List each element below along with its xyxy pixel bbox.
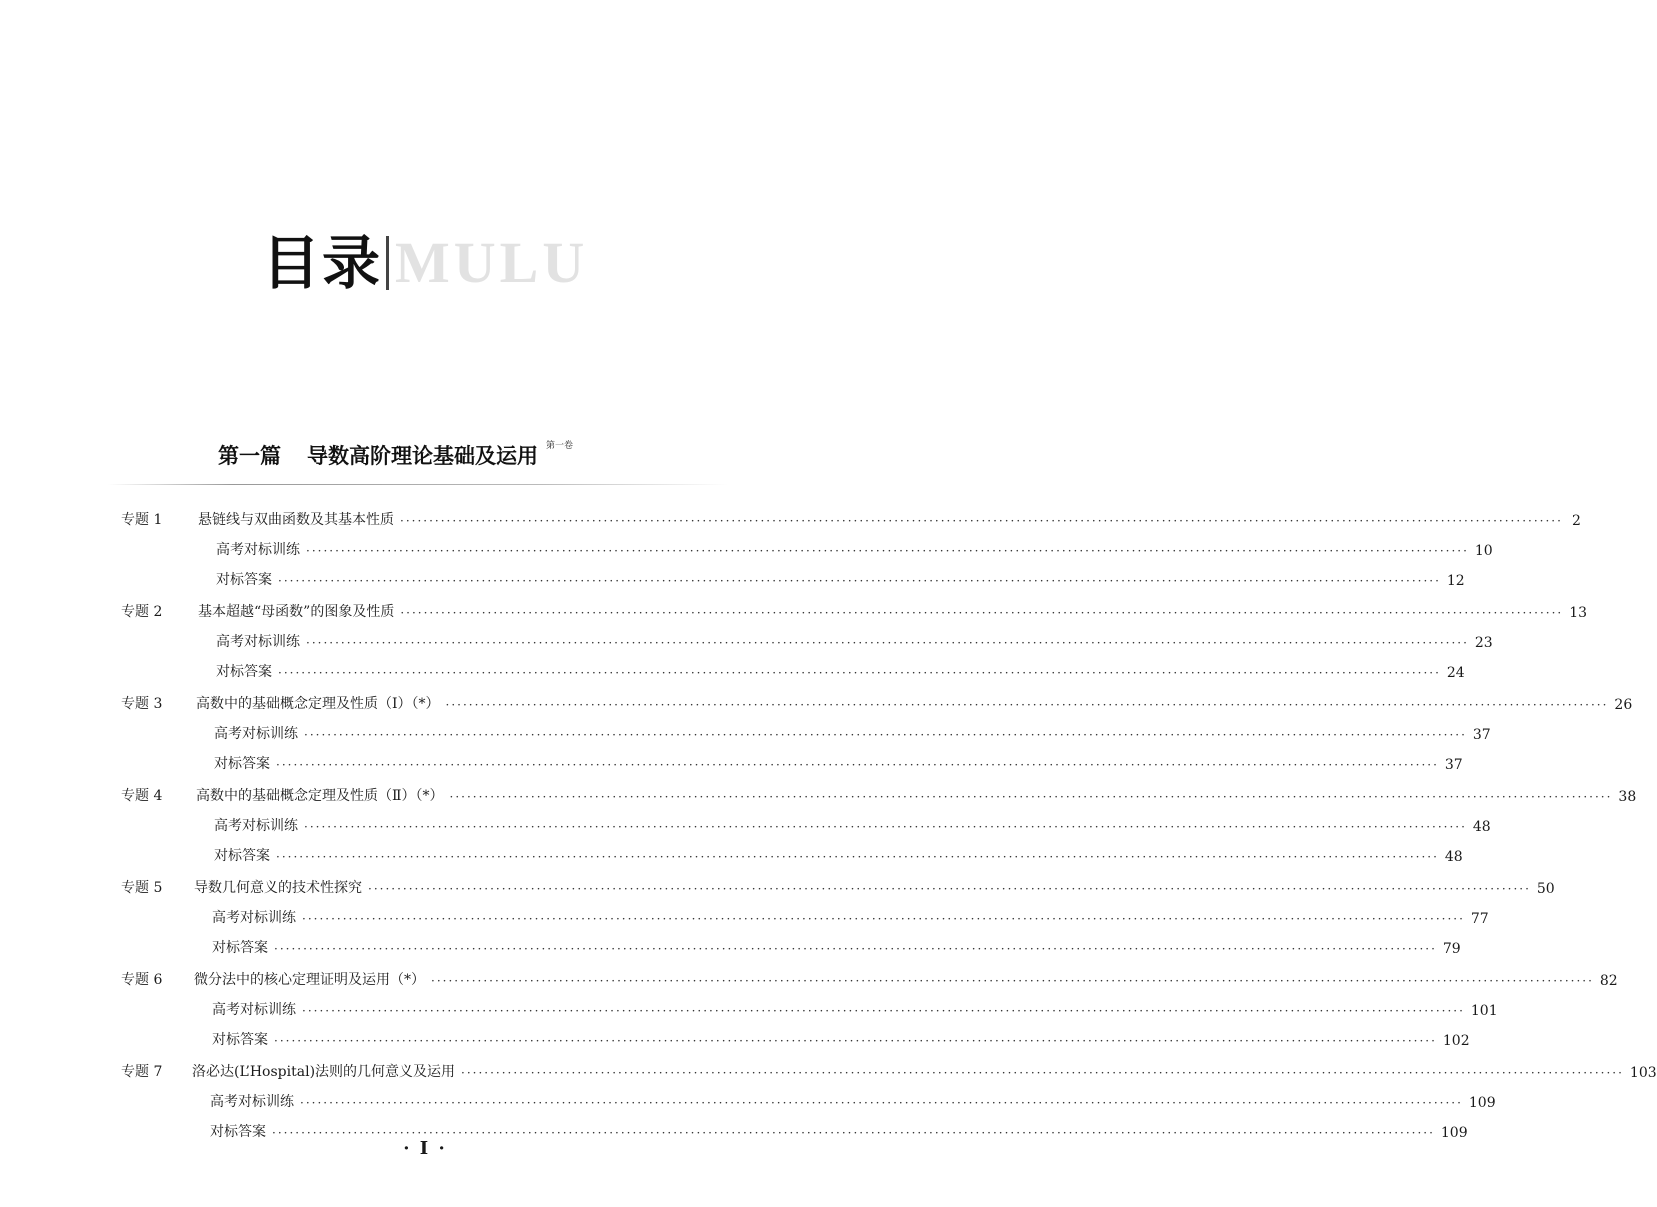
toc-sub-entry[interactable] — [212, 995, 1498, 1019]
toc-sub-entry[interactable] — [216, 535, 1493, 559]
sub-title: 高考对标训练 — [216, 542, 300, 558]
page-ref: 2 — [1571, 513, 1581, 529]
sub-title: 高考对标训练 — [212, 910, 296, 926]
toc-sub-entry[interactable] — [214, 841, 1463, 865]
leader-dots: ········································································································································································································ — [272, 1126, 1435, 1140]
page-ref: 37 — [1472, 727, 1491, 743]
toc-topic-entry[interactable] — [194, 873, 1555, 897]
topic-title: 导数几何意义的技术性探究 — [194, 880, 362, 896]
page-ref: 79 — [1442, 941, 1461, 957]
page-ref: 82 — [1599, 973, 1618, 989]
toc-sub-entry[interactable] — [214, 811, 1491, 835]
leader-dots: ········································································································································································································ — [461, 1066, 1624, 1080]
sub-title: 对标答案 — [210, 1124, 266, 1140]
leader-dots: ········································································································································································································ — [276, 850, 1439, 864]
sub-title: 高考对标训练 — [216, 634, 300, 650]
toc-sub-entry[interactable] — [210, 1087, 1496, 1111]
topic-title: 悬链线与双曲函数及其基本性质 — [198, 512, 394, 528]
leader-dots: ········································································································································································································ — [449, 790, 1613, 804]
page-ref: 10 — [1474, 543, 1493, 559]
leader-dots: ········································································································································································································ — [400, 606, 1564, 620]
sub-title: 对标答案 — [216, 664, 272, 680]
sub-title: 高考对标训练 — [214, 726, 298, 742]
leader-dots: ········································································································································································································ — [302, 1004, 1465, 1018]
toc-topic-entry[interactable] — [194, 965, 1618, 989]
topic-title: 洛必达(L’Hospital)法则的几何意义及运用 — [192, 1064, 456, 1080]
page-ref: 48 — [1444, 849, 1463, 865]
toc-sub-entry[interactable] — [216, 565, 1465, 589]
title-decor-text: MULU — [395, 230, 589, 295]
leader-dots: ········································································································································································································ — [304, 728, 1467, 742]
topic-label: 专题 1 — [121, 512, 163, 528]
toc-sub-entry[interactable] — [212, 1025, 1470, 1049]
topic-label: 专题 3 — [121, 696, 163, 712]
toc-topic-entry[interactable] — [196, 689, 1633, 713]
leader-dots: ········································································································································································································ — [400, 514, 1563, 528]
topic-title: 高数中的基础概念定理及性质（Ⅰ）（*） — [196, 696, 440, 712]
leader-dots: ········································································································································································································ — [304, 820, 1467, 834]
page-ref: 38 — [1618, 789, 1637, 805]
toc-topic-entry[interactable] — [198, 597, 1588, 621]
sub-title: 高考对标训练 — [214, 818, 298, 834]
page-ref: 26 — [1614, 697, 1633, 713]
page-ref: 12 — [1446, 573, 1465, 589]
part-name: 导数高阶理论基础及运用 — [307, 444, 538, 468]
toc-sub-entry[interactable] — [214, 749, 1463, 773]
sub-title: 高考对标训练 — [210, 1094, 294, 1110]
leader-dots: ········································································································································································································ — [274, 942, 1437, 956]
toc-sub-entry[interactable] — [216, 657, 1465, 681]
page-ref: 102 — [1442, 1033, 1470, 1049]
toc-sub-entry[interactable] — [212, 933, 1461, 957]
page-ref: 109 — [1440, 1125, 1468, 1141]
sub-title: 高考对标训练 — [212, 1002, 296, 1018]
toc-sub-entry[interactable] — [214, 719, 1491, 743]
topic-label: 专题 5 — [121, 880, 163, 896]
page-ref: 37 — [1444, 757, 1463, 773]
leader-dots: ········································································································································································································ — [278, 574, 1441, 588]
page-title: 目录 — [262, 229, 383, 297]
page-ref: 24 — [1446, 665, 1465, 681]
leader-dots: ········································································································································································································ — [274, 1034, 1437, 1048]
topic-label: 专题 2 — [121, 604, 163, 620]
sub-title: 对标答案 — [212, 940, 268, 956]
leader-dots: ········································································································································································································ — [276, 758, 1439, 772]
sub-title: 对标答案 — [212, 1032, 268, 1048]
leader-dots: ········································································································································································································ — [445, 698, 1609, 712]
leader-dots: ········································································································································································································ — [306, 636, 1469, 650]
page-ref: 48 — [1472, 819, 1491, 835]
topic-label: 专题 4 — [121, 788, 163, 804]
sub-title: 对标答案 — [214, 848, 270, 864]
topic-title: 高数中的基础概念定理及性质（Ⅱ）（*） — [196, 788, 444, 804]
toc-sub-entry[interactable] — [216, 627, 1493, 651]
toc-topic-entry[interactable] — [192, 1057, 1657, 1081]
page-number: · Ⅰ · — [403, 1138, 447, 1159]
leader-dots: ········································································································································································································ — [368, 882, 1531, 896]
leader-dots: ········································································································································································································ — [431, 974, 1594, 988]
part-label: 第一篇 — [218, 444, 281, 468]
topic-title: 基本超越“母函数”的图象及性质 — [198, 604, 395, 620]
topic-title: 微分法中的核心定理证明及运用（*） — [194, 972, 425, 988]
page-ref: 103 — [1629, 1065, 1657, 1081]
page-ref: 13 — [1569, 605, 1588, 621]
part-volume: 第一卷 — [546, 441, 574, 451]
sub-title: 对标答案 — [214, 756, 270, 772]
page-ref: 23 — [1474, 635, 1493, 651]
page-ref: 109 — [1468, 1095, 1496, 1111]
leader-dots: ········································································································································································································ — [306, 544, 1469, 558]
toc-topic-entry[interactable] — [198, 505, 1581, 529]
leader-dots: ········································································································································································································ — [300, 1096, 1463, 1110]
sub-title: 对标答案 — [216, 572, 272, 588]
toc-sub-entry[interactable] — [212, 903, 1489, 927]
page-ref: 77 — [1470, 911, 1489, 927]
page-ref: 50 — [1536, 881, 1555, 897]
toc-topic-entry[interactable] — [196, 781, 1637, 805]
topic-label: 专题 6 — [121, 972, 163, 988]
leader-dots: ········································································································································································································ — [278, 666, 1441, 680]
page-ref: 101 — [1470, 1003, 1498, 1019]
leader-dots: ········································································································································································································ — [302, 912, 1465, 926]
topic-label: 专题 7 — [121, 1064, 163, 1080]
